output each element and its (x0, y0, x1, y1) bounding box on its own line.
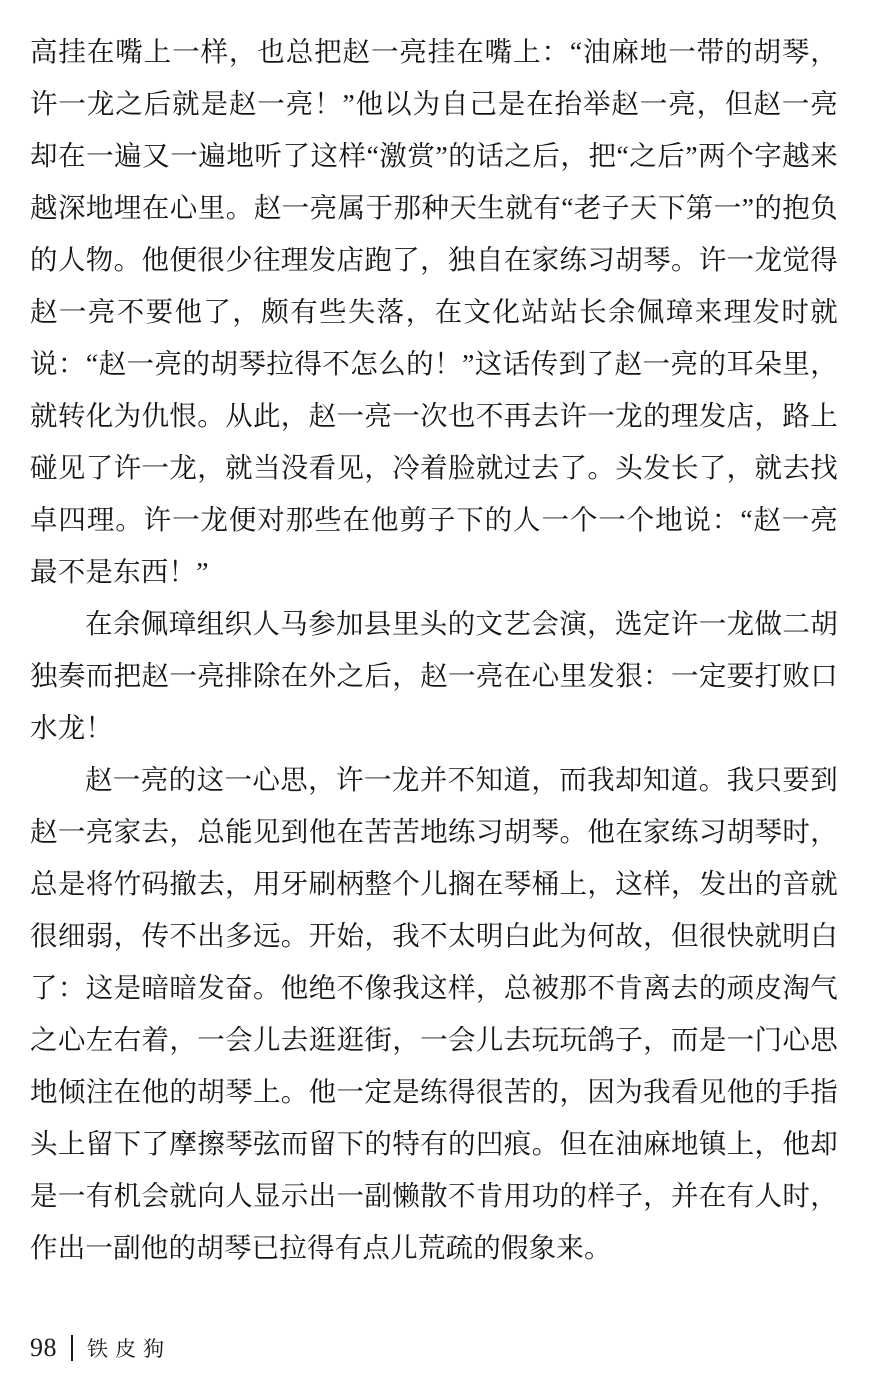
page-footer (30, 1333, 171, 1363)
book-title: 铁皮狗 (87, 1337, 171, 1361)
footer-divider (71, 1335, 73, 1361)
paragraph-2: 在余佩璋组织人马参加县里头的文艺会演，选定许一龙做二胡独奏而把赵一亮排除在外之后，赵一亮在心里发狠：一定要打败口水龙！ (30, 608, 838, 743)
paragraph-3: 赵一亮的这一心思，许一龙并不知道，而我却知道。我只要到赵一亮家去，总能见到他在苦苦地练习胡琴。他在家练习胡琴时，总是将竹码撤去，用牙刷柄整个儿搁在琴桶上，这样，发出的音就很细弱，传不出多远。开始，我不太明白此为何故，但很快就明白了：这是暗暗发奋。他绝不像我这样，总被那不肯离去的顽皮淘气之心左右着，一会儿去逛逛街，一会儿去玩玩鸽子，而是一门心思地倾注在他的胡琴上。他一定是练得很苦的，因为我看见他的手指头上留下了摩擦琴弦而留下的特有的凹痕。但在油麻地镇上，他却是一有机会就向人显示出一副懒散不肯用功的样子，并在有人时，作出一副他的胡琴已拉得有点儿荒疏的假象来。 (30, 764, 838, 1263)
paragraph-1: 高挂在嘴上一样，也总把赵一亮挂在嘴上：“油麻地一带的胡琴，许一龙之后就是赵一亮！”他以为自己是在抬举赵一亮，但赵一亮却在一遍又一遍地听了这样“激赏”的话之后，把“之后”两个字越来越深地埋在心里。赵一亮属于那种天生就有“老子天下第一”的抱负的人物。他便很少往理发店跑了，独自在家练习胡琴。许一龙觉得赵一亮不要他了，颇有些失落，在文化站站长余佩璋来理发时就说：“赵一亮的胡琴拉得不怎么的！”这话传到了赵一亮的耳朵里，就转化为仇恨。从此，赵一亮一次也不再去许一龙的理发店，路上碰见了许一龙，就当没看见，冷着脸就过去了。头发长了，就去找卓四理。许一龙便对那些在他剪子下的人一个一个地说：“赵一亮最不是东西！” (30, 36, 838, 587)
page-number: 98 (30, 1333, 57, 1362)
page-body (30, 26, 838, 1274)
